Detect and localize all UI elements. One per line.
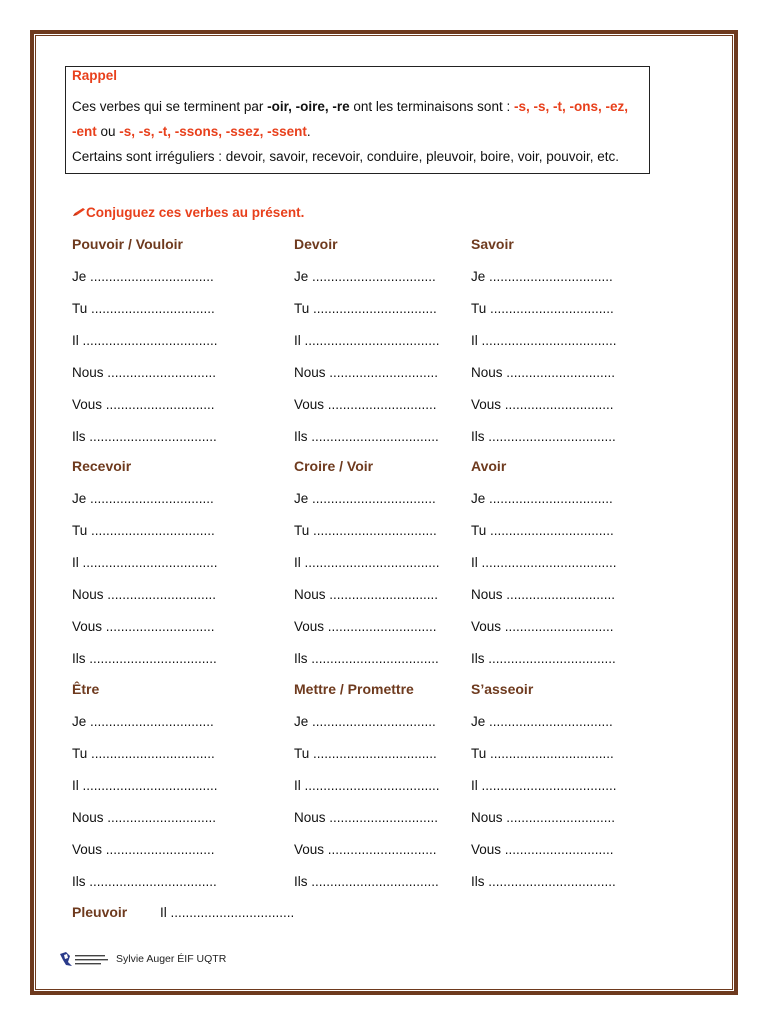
- conjugation-line: Tu .................................: [294, 746, 437, 761]
- rline1-part: Ces verbes qui se terminent par: [72, 99, 268, 114]
- conjugation-line: Il ....................................: [72, 333, 218, 348]
- conjugation-line: Il ....................................: [294, 333, 440, 348]
- rline2-part: -ent: [72, 124, 97, 139]
- verb-group-title: Devoir: [294, 236, 338, 252]
- conjugation-line: Je .................................: [294, 714, 436, 729]
- rappel-line-3: Certains sont irréguliers : devoir, savoir, recevoir, conduire, pleuvoir, boire, voir, pouvoir, etc.: [72, 149, 620, 164]
- conjugation-line: Il ....................................: [294, 555, 440, 570]
- conjugation-line: Tu .................................: [72, 523, 215, 538]
- conjugation-line: Je .................................: [471, 269, 613, 284]
- footer-text: Sylvie Auger ÉIF UQTR: [116, 953, 227, 965]
- conjugation-line: Vous .............................: [72, 397, 215, 412]
- conjugation-line: Vous .............................: [72, 842, 215, 857]
- instruction-text: Conjuguez ces verbes au présent.: [86, 205, 305, 220]
- rappel-line-1: [72, 99, 645, 114]
- conjugation-line: Il ....................................: [72, 555, 218, 570]
- conjugation-line: Nous .............................: [471, 365, 616, 380]
- conjugation-line: Je .................................: [72, 491, 214, 506]
- conjugation-line: Vous .............................: [294, 397, 437, 412]
- conjugation-line: Vous .............................: [471, 842, 614, 857]
- conjugation-line: Nous .............................: [72, 365, 217, 380]
- conjugation-line: Ils ..................................: [471, 429, 616, 444]
- conjugation-line: Nous .............................: [294, 365, 439, 380]
- school-logo-icon: [58, 950, 110, 968]
- pleuvoir-line: Il .................................: [160, 905, 295, 920]
- rappel-box: [65, 66, 650, 174]
- conjugation-line: Ils ..................................: [72, 429, 217, 444]
- conjugation-line: Nous .............................: [72, 810, 217, 825]
- conjugation-line: Vous .............................: [294, 619, 437, 634]
- verb-group-title: Croire / Voir: [294, 458, 374, 474]
- verb-group-title: S’asseoir: [471, 681, 534, 697]
- verb-group-title: Recevoir: [72, 458, 132, 474]
- conjugation-line: Nous .............................: [294, 810, 439, 825]
- rline2-part: ou: [96, 124, 120, 139]
- conjugation-line: Il ....................................: [72, 778, 218, 793]
- conjugation-line: Tu .................................: [72, 746, 215, 761]
- conjugation-line: Tu .................................: [471, 746, 614, 761]
- conjugation-line: Nous .............................: [471, 810, 616, 825]
- footer: [58, 950, 226, 968]
- conjugation-line: Vous .............................: [471, 397, 614, 412]
- instruction: [72, 205, 304, 220]
- rline2-part: -s, -s, -t, -ssons, -ssez, -ssent: [119, 124, 307, 139]
- conjugation-line: Nous .............................: [72, 587, 217, 602]
- conjugation-line: Je .................................: [471, 491, 613, 506]
- conjugation-line: Il ....................................: [471, 333, 617, 348]
- conjugation-line: Ils ..................................: [72, 874, 217, 889]
- conjugation-line: Il ....................................: [471, 555, 617, 570]
- conjugation-line: Je .................................: [72, 269, 214, 284]
- conjugation-line: Nous .............................: [471, 587, 616, 602]
- pleuvoir-title: Pleuvoir: [72, 904, 128, 920]
- rappel-title: Rappel: [72, 68, 118, 83]
- rline1-part: -s, -s, -t, -ons, -ez,: [513, 99, 628, 114]
- conjugation-line: Ils ..................................: [471, 874, 616, 889]
- conjugation-line: Ils ..................................: [72, 651, 217, 666]
- verb-group-title: Avoir: [471, 458, 507, 474]
- conjugation-line: Tu .................................: [471, 301, 614, 316]
- verb-group-title: Être: [72, 681, 100, 697]
- rline1-part: ont les terminaisons sont :: [349, 99, 514, 114]
- conjugation-line: Je .................................: [294, 269, 436, 284]
- verb-group-title: Mettre / Promettre: [294, 681, 414, 697]
- conjugation-line: Ils ..................................: [294, 429, 439, 444]
- conjugation-line: Ils ..................................: [294, 874, 439, 889]
- conjugation-line: Il ....................................: [294, 778, 440, 793]
- conjugation-line: Tu .................................: [72, 301, 215, 316]
- rline2-part: .: [306, 124, 311, 139]
- rappel-line-2: [72, 124, 645, 139]
- conjugation-line: Nous .............................: [294, 587, 439, 602]
- verb-group-title: Pouvoir / Vouloir: [72, 236, 183, 252]
- pencil-icon: [72, 207, 86, 217]
- verb-group-title: Savoir: [471, 236, 514, 252]
- conjugation-line: Je .................................: [471, 714, 613, 729]
- conjugation-line: Vous .............................: [294, 842, 437, 857]
- rline1-part: -oir, -oire, -re: [267, 99, 350, 114]
- conjugation-line: Tu .................................: [294, 301, 437, 316]
- conjugation-line: Tu .................................: [471, 523, 614, 538]
- conjugation-line: Je .................................: [72, 714, 214, 729]
- conjugation-line: Tu .................................: [294, 523, 437, 538]
- conjugation-line: Vous .............................: [72, 619, 215, 634]
- conjugation-line: Il ....................................: [471, 778, 617, 793]
- conjugation-line: Vous .............................: [471, 619, 614, 634]
- conjugation-line: Ils ..................................: [471, 651, 616, 666]
- conjugation-line: Ils ..................................: [294, 651, 439, 666]
- conjugation-line: Je .................................: [294, 491, 436, 506]
